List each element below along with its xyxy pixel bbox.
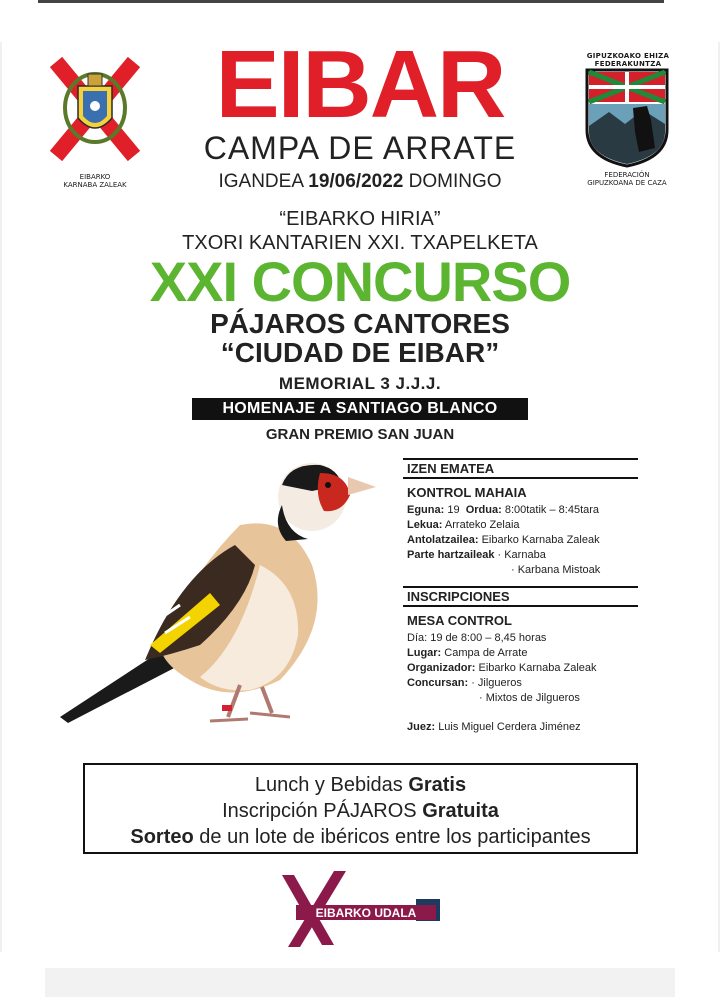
federation-logo-title: GIPUZKOAKO EHIZA FEDERAKUNTZA: [586, 52, 670, 68]
udala-logo-text: EIBARKO UDALA: [315, 906, 417, 920]
event-date-line: IGANDEA 19/06/2022 DOMINGO: [218, 171, 502, 192]
location-subtitle: CAMPA DE ARRATE: [203, 130, 517, 166]
top-border: [38, 0, 664, 3]
eibarko-udala-logo: [276, 871, 446, 951]
judge-line: Juez: Luis Miguel Cerdera Jiménez: [407, 721, 581, 733]
spanish-organizer: Organizador: Eibarko Karnaba Zaleak: [407, 662, 597, 674]
benefit-registration: Inscripción PÁJAROS Gratuita: [222, 800, 499, 822]
tribute-banner: HOMENAJE A SANTIAGO BLANCO: [192, 398, 528, 420]
left-edge: [0, 42, 2, 952]
basque-participants: Parte hartzaileak · Karnaba: [407, 549, 546, 561]
event-championship-basque: TXORI KANTARIEN XXI. TXAPELKETA: [182, 232, 538, 254]
spanish-participants: Concursan: · Jilgueros: [407, 677, 522, 689]
bottom-band: [45, 968, 675, 997]
basque-date-time: Eguna: 19 Ordua: 8:00tatik – 8:45tara: [407, 504, 600, 516]
event-name-basque: “EIBARKO HIRIA”: [279, 208, 441, 230]
contest-city-name: “CIUDAD DE EIBAR”: [220, 337, 500, 368]
info-panel: [403, 458, 638, 735]
karnaba-zaleak-logo: [48, 56, 142, 162]
hunting-federation-logo: [585, 68, 669, 168]
benefit-lunch: Lunch y Bebidas Gratis: [254, 774, 467, 796]
spanish-participant-item: · Mixtos de Jilgueros: [479, 692, 580, 704]
spanish-location: Lugar: Campa de Arrate: [407, 647, 528, 659]
contest-headline: XXI CONCURSO: [149, 250, 571, 313]
goldfinch-illustration: [50, 455, 395, 745]
grand-prize-line: GRAN PREMIO SAN JUAN: [265, 426, 455, 443]
benefits-box: [83, 763, 638, 854]
basque-info-heading: IZEN EMATEA: [403, 458, 638, 479]
basque-location: Lekua: Arrateko Zelaia: [407, 519, 520, 531]
basque-participant-item: · Karbana Mistoak: [511, 564, 601, 576]
spanish-date-time: Día: 19 de 8:00 – 8,45 horas: [407, 632, 547, 644]
benefit-raffle: Sorteo de un lote de ibéricos entre los participantes: [130, 826, 591, 848]
spanish-info-heading: INSCRIPCIONES: [403, 586, 638, 607]
contest-category: PÁJAROS CANTORES: [210, 308, 510, 339]
spanish-info-subheading: MESA CONTROL: [407, 613, 512, 628]
federation-caption: FEDERACIÓN GIPUZKOANA DE CAZA: [587, 171, 667, 187]
memorial-line: MEMORIAL 3 J.J.J.: [278, 374, 442, 393]
basque-info-subheading: KONTROL MAHAIA: [407, 485, 527, 500]
page-title: EIBAR: [215, 31, 505, 138]
basque-organizer: Antolatzailea: Eibarko Karnaba Zaleak: [407, 534, 600, 546]
karnaba-zaleak-caption: EIBARKO KARNABA ZALEAK: [63, 173, 127, 189]
